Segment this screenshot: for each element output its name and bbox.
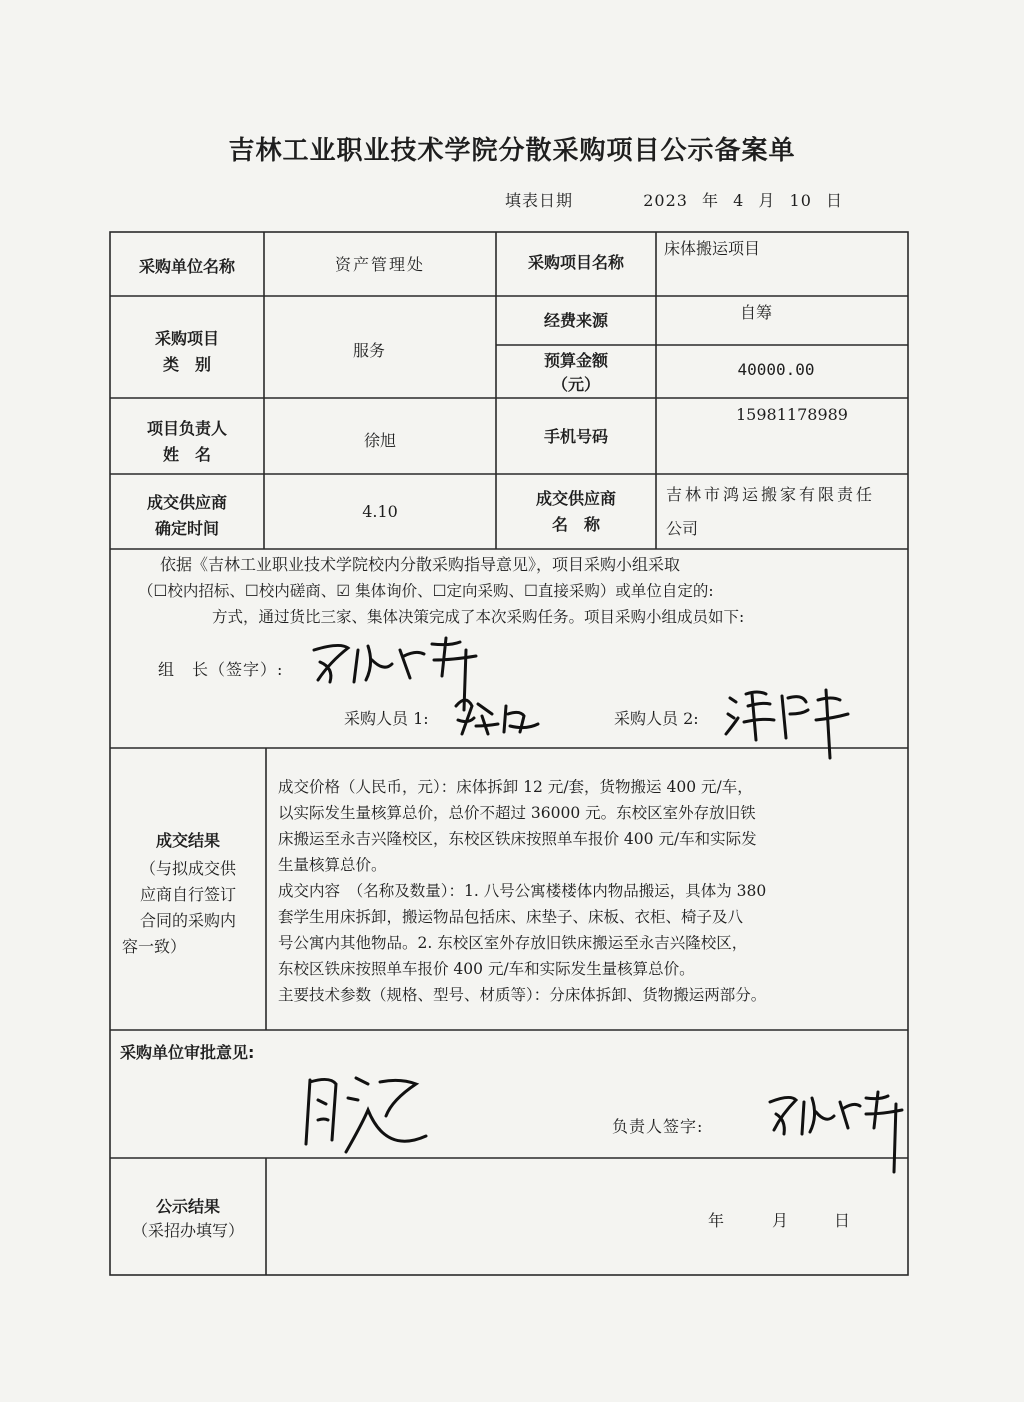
result-line: 成交价格（人民币，元）：床体拆卸 12 元/套，货物搬运 400 元/车， — [278, 778, 753, 796]
category-value: 服务 — [352, 341, 385, 360]
unit-name-label: 采购单位名称 — [138, 257, 235, 276]
publicity-note: （采招办填写） — [131, 1221, 244, 1240]
result-note-4: 容一致） — [122, 937, 187, 956]
time-value: 4.10 — [362, 502, 398, 521]
result-line: 东校区铁床按照单车报价 400 元/车和实际发生量核算总价。 — [278, 960, 695, 978]
supplier-value-1: 吉林市鸿运搬家有限责任 — [666, 485, 876, 504]
time-label-1: 成交供应商 — [146, 493, 227, 512]
year-unit: 年 — [702, 191, 720, 210]
form-title: 吉林工业职业技术学院分散采购项目公示备案单 — [228, 136, 796, 166]
time-label-2: 确定时间 — [154, 519, 219, 538]
category-label-2: 类 别 — [162, 355, 211, 374]
buyer1-signature — [446, 684, 546, 744]
project-name-value: 床体搬运项目 — [664, 239, 761, 258]
responsible-signature — [760, 1076, 910, 1176]
budget-label-2: （元） — [551, 375, 600, 394]
result-note-2: 应商自行签订 — [139, 885, 236, 904]
leader-label-2: 姓 名 — [162, 445, 211, 464]
group-leader-label: 组 长（签字）: — [158, 660, 284, 679]
supplier-value-2: 公司 — [666, 519, 699, 538]
buyer1-label: 采购人员 1: — [344, 709, 429, 728]
publicity-month-unit: 月 — [772, 1211, 789, 1230]
budget-value: 40000.00 — [737, 360, 815, 379]
buyer2-label: 采购人员 2: — [614, 709, 699, 728]
fill-date — [505, 188, 843, 211]
basis-line-1: 依据《吉林工业职业技术学院校内分散采购指导意见》，项目采购小组采取 — [160, 555, 681, 574]
result-line: 主要技术参数（规格、型号、材质等）：分床体拆卸、货物搬运两部分。 — [278, 986, 767, 1004]
funding-label: 经费来源 — [543, 311, 608, 330]
result-line: 成交内容 （名称及数量）：1. 八号公寓楼楼体内物品搬运，具体为 380 — [278, 882, 767, 900]
result-line: 生量核算总价。 — [278, 856, 387, 874]
approval-handwriting — [296, 1064, 446, 1164]
month-unit: 月 — [758, 191, 776, 210]
phone-label: 手机号码 — [543, 427, 608, 446]
supplier-label-2: 名 称 — [551, 515, 600, 534]
fill-date-label: 填表日期 — [505, 191, 574, 210]
result-label: 成交结果 — [155, 831, 220, 850]
day-unit: 日 — [825, 191, 843, 210]
supplier-label-1: 成交供应商 — [535, 489, 616, 508]
result-note-3: 合同的采购内 — [139, 911, 236, 930]
publicity-label: 公示结果 — [155, 1197, 220, 1216]
basis-line-2: （☐校内招标、☐校内磋商、☑ 集体询价、☐定向采购、☐直接采购）或单位自定的: — [138, 582, 714, 600]
basis-line-3: 方式，通过货比三家、集体决策完成了本次采购任务。项目采购小组成员如下: — [212, 608, 745, 626]
leader-label-1: 项目负责人 — [146, 419, 227, 438]
leader-value: 徐旭 — [363, 431, 396, 450]
buyer2-signature — [722, 680, 862, 760]
funding-value: 自筹 — [739, 303, 772, 322]
result-line: 号公寓内其他物品。2. 东校区室外存放旧铁床搬运至永吉兴隆校区， — [278, 934, 748, 952]
fill-date-month: 4 — [733, 191, 745, 210]
result-note-1: （与拟成交供 — [139, 859, 236, 878]
fill-date-day: 10 — [789, 191, 812, 210]
signer-label: 负责人签字: — [612, 1117, 704, 1136]
publicity-year-unit: 年 — [708, 1211, 725, 1230]
approval-label: 采购单位审批意见: — [120, 1043, 255, 1062]
unit-name-value: 资产管理处 — [334, 255, 425, 274]
project-name-label: 采购项目名称 — [527, 253, 624, 272]
category-label-1: 采购项目 — [154, 329, 219, 348]
phone-value: 15981178989 — [736, 405, 848, 424]
result-line: 床搬运至永吉兴隆校区，东校区铁床按照单车报价 400 元/车和实际发 — [278, 830, 757, 848]
fill-date-year: 2023 — [643, 191, 688, 210]
result-line: 套学生用床拆卸，搬运物品包括床、床垫子、床板、衣柜、椅子及八 — [278, 908, 744, 926]
result-line: 以实际发生量核算总价，总价不超过 36000 元。东校区室外存放旧铁 — [278, 804, 756, 822]
publicity-day-unit: 日 — [834, 1211, 851, 1230]
budget-label-1: 预算金额 — [543, 351, 608, 370]
